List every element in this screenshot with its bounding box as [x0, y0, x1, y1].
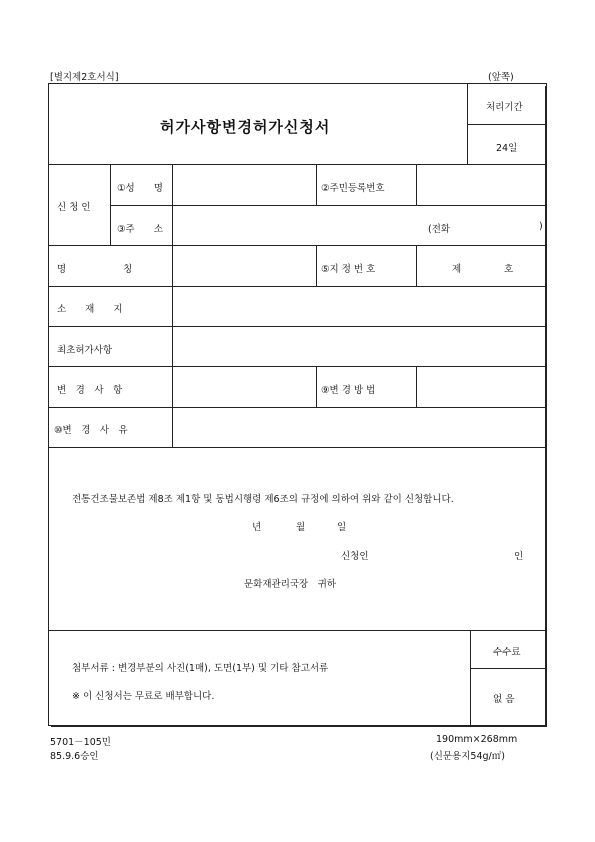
change-items-label: 변 경 사 항 — [57, 385, 123, 396]
rule — [416, 366, 417, 407]
change-method-label: ⑨변 경 방 법 — [321, 385, 376, 396]
change-reason-field[interactable] — [173, 408, 545, 446]
rule — [416, 245, 417, 286]
rule — [48, 630, 546, 631]
original-permit-field[interactable] — [173, 327, 545, 365]
rrn-label: ②주민등록번호 — [321, 183, 385, 194]
seal-mark: 인 — [514, 551, 524, 562]
date-month: 월 — [296, 522, 306, 533]
address-field[interactable] — [173, 212, 423, 245]
fee-label: 수수료 — [493, 647, 521, 658]
rule — [467, 124, 546, 125]
date-year: 년 — [252, 522, 262, 533]
designation-suffix: 호 — [504, 264, 514, 275]
rule — [316, 164, 317, 205]
rule — [316, 366, 317, 407]
rule — [110, 164, 111, 245]
page-side-label: (앞쪽) — [488, 72, 514, 83]
form-code: 5701－105민 — [50, 737, 111, 748]
designation-label: ⑤지 정 번 호 — [321, 264, 376, 275]
rule — [470, 668, 546, 669]
paper-type: (신문용지54g/㎡) — [430, 751, 505, 762]
location-field[interactable] — [173, 287, 545, 325]
distribution-note: ※ 이 신청서는 무료로 배부합니다. — [72, 691, 215, 702]
rule — [470, 630, 471, 725]
applicant-sign-label: 신청인 — [341, 551, 369, 562]
change-reason-label: ⑩변 경 사 유 — [54, 425, 128, 436]
recipient: 문화재관리국장 귀하 — [244, 579, 337, 590]
rule — [48, 366, 546, 367]
name-label: ①성 명 — [117, 183, 163, 194]
rrn-field[interactable] — [417, 171, 545, 204]
location-label: 소 재 지 — [57, 304, 123, 315]
fee-value: 없 음 — [493, 694, 515, 705]
rule — [48, 447, 546, 448]
processing-value: 24일 — [496, 143, 518, 154]
rule — [48, 164, 546, 165]
form-number: [별지제2호서식] — [50, 72, 119, 83]
original-permit-label: 최초허가사항 — [57, 345, 113, 356]
rule — [467, 83, 468, 164]
rule — [316, 245, 317, 286]
processing-label: 처리기간 — [486, 102, 523, 113]
statement-text: 전통건조물보존법 제8조 제1항 및 동법시행령 제6조의 규정에 의하여 위와 같이 신청합니다. — [72, 494, 454, 505]
form-title: 허가사항변경허가신청서 — [160, 118, 331, 136]
attachments-text: 첨부서류 : 변경부분의 사진(1매), 도면(1부) 및 기타 참고서류 — [72, 663, 329, 674]
phone-close: ) — [539, 221, 543, 232]
address-label: ③주 소 — [117, 224, 163, 235]
paper-size: 190mm×268mm — [436, 734, 518, 745]
approval-date: 85.9.6승인 — [50, 751, 99, 762]
designation-prefix: 제 — [452, 264, 462, 275]
date-day: 일 — [337, 522, 347, 533]
applicant-group-label: 신 청 인 — [57, 202, 91, 213]
phone-label: (전화 — [428, 224, 451, 235]
facility-name-label: 명 칭 — [57, 264, 133, 275]
rule — [48, 245, 546, 246]
rule — [110, 205, 546, 206]
